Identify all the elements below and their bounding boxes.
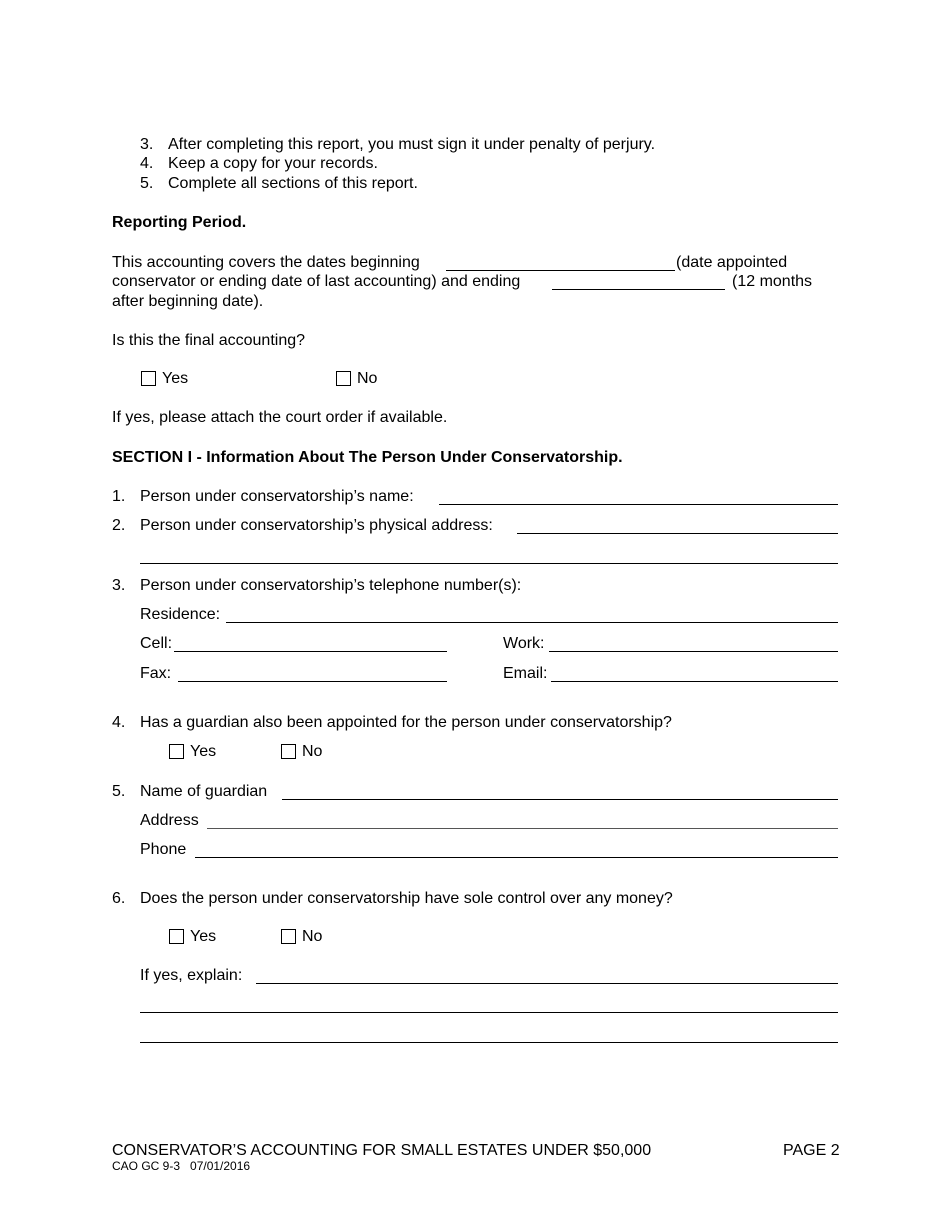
cell-label: Cell: bbox=[140, 635, 173, 652]
instruction-num: 5. bbox=[140, 175, 154, 192]
guardian-phone-label: Phone bbox=[140, 841, 187, 858]
page-number: PAGE 2 bbox=[783, 1142, 840, 1159]
period-text-3: after beginning date). bbox=[112, 293, 264, 310]
period-text-1a: This accounting covers the dates beginning bbox=[112, 254, 420, 271]
email-label: Email: bbox=[503, 665, 548, 682]
fax-field[interactable] bbox=[178, 681, 447, 682]
guardian-name-field[interactable] bbox=[282, 799, 838, 800]
person-name-field[interactable] bbox=[439, 504, 838, 505]
email-field[interactable] bbox=[551, 681, 838, 682]
guardian-no-checkbox[interactable] bbox=[281, 744, 296, 759]
guardian-address-field[interactable] bbox=[207, 828, 838, 829]
sole-control-no-label: No bbox=[302, 928, 323, 945]
final-no-label: No bbox=[357, 370, 378, 387]
guardian-name-label: Name of guardian bbox=[140, 783, 268, 800]
explain-label: If yes, explain: bbox=[140, 967, 243, 984]
final-accounting-question: Is this the final accounting? bbox=[112, 332, 306, 349]
cell-phone-field[interactable] bbox=[174, 651, 447, 652]
work-label: Work: bbox=[503, 635, 545, 652]
final-yes-label: Yes bbox=[162, 370, 189, 387]
period-text-2a: conservator or ending date of last accounting) and ending bbox=[112, 273, 521, 290]
instruction-num: 4. bbox=[140, 155, 154, 172]
q6-num: 6. bbox=[112, 890, 126, 907]
footer-title: CONSERVATOR’S ACCOUNTING FOR SMALL ESTATES UNDER $50,000 bbox=[112, 1142, 652, 1159]
physical-address-field-line2[interactable] bbox=[140, 563, 838, 564]
q6-label: Does the person under conservatorship have sole control over any money? bbox=[140, 890, 673, 907]
sole-control-yes-checkbox[interactable] bbox=[169, 929, 184, 944]
instruction-text: After completing this report, you must sign it under penalty of perjury. bbox=[168, 136, 656, 153]
guardian-yes-checkbox[interactable] bbox=[169, 744, 184, 759]
guardian-address-label: Address bbox=[140, 812, 199, 829]
q2-num: 2. bbox=[112, 517, 126, 534]
section1-heading: SECTION I - Information About The Person Under Conservatorship. bbox=[112, 449, 623, 466]
physical-address-field[interactable] bbox=[517, 533, 838, 534]
instruction-num: 3. bbox=[140, 136, 154, 153]
residence-phone-field[interactable] bbox=[226, 622, 838, 623]
reporting-period-heading: Reporting Period. bbox=[112, 214, 247, 231]
guardian-no-label: No bbox=[302, 743, 323, 760]
ending-date-field[interactable] bbox=[552, 289, 725, 290]
q3-label: Person under conservatorship’s telephone number(s): bbox=[140, 577, 522, 594]
q1-num: 1. bbox=[112, 488, 126, 505]
guardian-phone-field[interactable] bbox=[195, 857, 838, 858]
final-no-checkbox[interactable] bbox=[336, 371, 351, 386]
residence-label: Residence: bbox=[140, 606, 221, 623]
period-text-1b: (date appointed bbox=[676, 254, 788, 271]
instruction-text: Keep a copy for your records. bbox=[168, 155, 378, 172]
q4-num: 4. bbox=[112, 714, 126, 731]
final-yes-checkbox[interactable] bbox=[141, 371, 156, 386]
explain-field[interactable] bbox=[256, 983, 838, 984]
fax-label: Fax: bbox=[140, 665, 172, 682]
court-order-note: If yes, please attach the court order if available. bbox=[112, 409, 448, 426]
q1-label: Person under conservatorship’s name: bbox=[140, 488, 414, 505]
q4-label: Has a guardian also been appointed for the person under conservatorship? bbox=[140, 714, 672, 731]
explain-field-line3[interactable] bbox=[140, 1042, 838, 1043]
beginning-date-field[interactable] bbox=[446, 270, 675, 271]
q5-num: 5. bbox=[112, 783, 126, 800]
instruction-text: Complete all sections of this report. bbox=[168, 175, 418, 192]
guardian-yes-label: Yes bbox=[190, 743, 217, 760]
q2-label: Person under conservatorship’s physical address: bbox=[140, 517, 493, 534]
sole-control-yes-label: Yes bbox=[190, 928, 217, 945]
explain-field-line2[interactable] bbox=[140, 1012, 838, 1013]
work-phone-field[interactable] bbox=[549, 651, 838, 652]
q3-num: 3. bbox=[112, 577, 126, 594]
form-code: CAO GC 9-3 07/01/2016 bbox=[112, 1159, 251, 1173]
sole-control-no-checkbox[interactable] bbox=[281, 929, 296, 944]
period-text-2b: (12 months bbox=[732, 273, 813, 290]
